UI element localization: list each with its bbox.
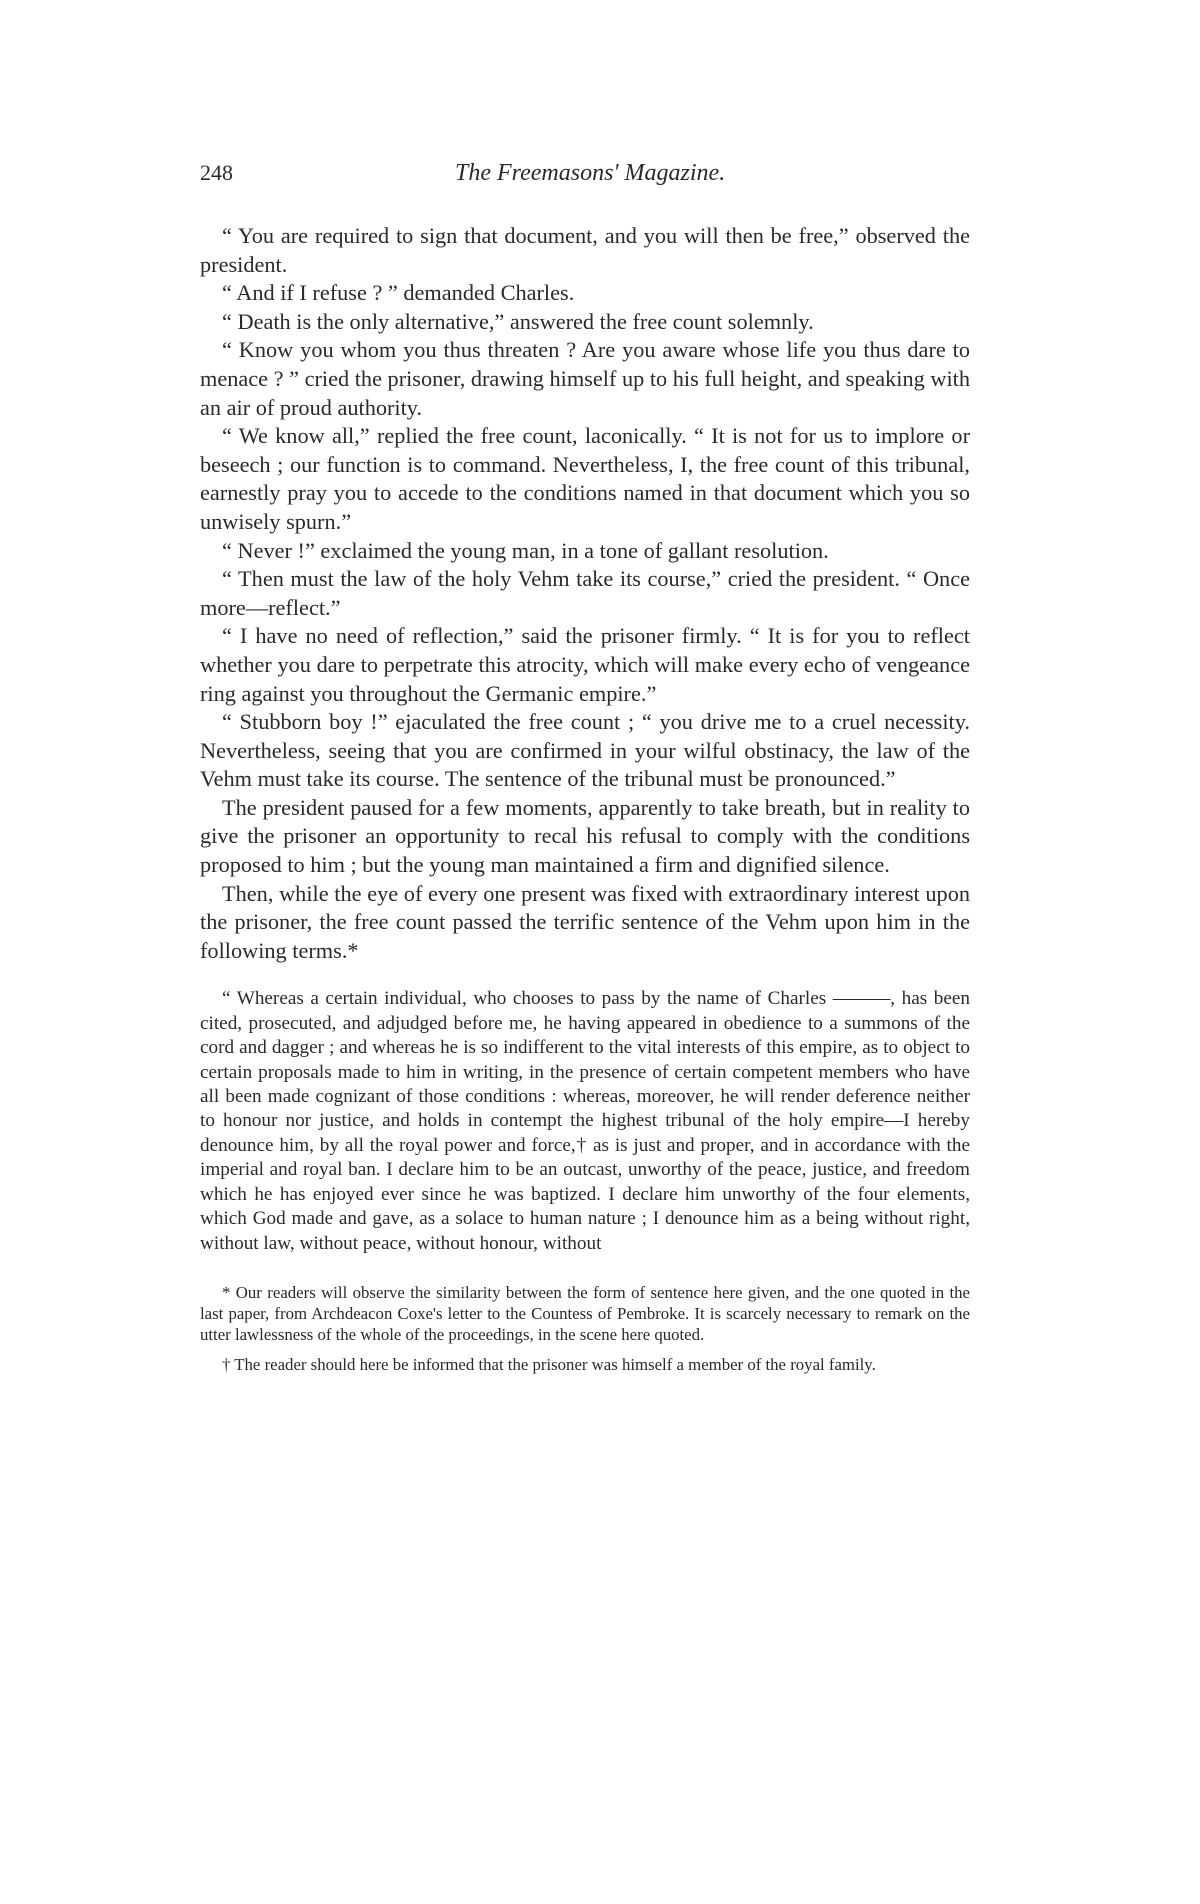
- footnote: * Our readers will observe the similarity between the form of sentence here given, and the one quoted in the last paper, from Archdeacon Coxe's letter to the Countess of Pembroke. It is scarcely necessary to remark on the utter lawlessness of the whole of the proceedings, in the scene here quoted.: [200, 1282, 970, 1345]
- running-head: [200, 160, 970, 196]
- paragraph: The president paused for a few moments, apparently to take breath, but in reality to give the prisoner an opportunity to recal his refusal to comply with the conditions proposed to him ; but the young man maintained a firm and dignified silence.: [200, 794, 970, 878]
- paragraph: “ Stubborn boy !” ejaculated the free count ; “ you drive me to a cruel necessity. Nevertheless, seeing that you are confirmed in your wilful obstinacy, the law of the Vehm must take its course. The sentence of the tribunal must be pronounced.”: [200, 709, 970, 792]
- footnote: † The reader should here be informed that the prisoner was himself a member of the royal family.: [222, 1354, 876, 1374]
- paragraph: “ You are required to sign that document, and you will then be free,” observed the president.: [200, 223, 970, 277]
- paragraph: “ And if I refuse ? ” demanded Charles.: [222, 280, 575, 306]
- quotation-text: “ Whereas a certain individual, who chooses to pass by the name of Charles ———, has been cited, prosecuted, and adjudged before me, he having appeared in obedience to a summons of the cord and dagger ; and whereas he is so indifferent to the vital interests of this empire, as to object to certain proposals made to him in writing, in the presence of certain competent members who have all been made cognizant of those conditions : whereas, moreover, he will render deference neither to honour nor justice, and holds in contempt the highest tribunal of the holy empire—I hereby denounce him, by all the royal power and force,† as is just and proper, and in accordance with the imperial and royal ban. I declare him to be an outcast, unworthy of the peace, justice, and freedom which he has enjoyed ever since he was baptized. I declare him unworthy of the four elements, which God made and gave, as a solace to human nature ; I denounce him as a being without right, without law, without peace, without honour, without: [200, 988, 970, 1254]
- paragraph: “ Then must the law of the holy Vehm take its course,” cried the president. “ Once more—reflect.”: [200, 566, 970, 620]
- paragraph: Then, while the eye of every one present was fixed with extraordinary interest upon the prisoner, the free count passed the terrific sentence of the Vehm upon him in the following terms.*: [200, 880, 970, 963]
- paragraph: “ I have no need of reflection,” said the prisoner firmly. “ It is for you to reflect whether you dare to perpetrate this atrocity, which will make every echo of vengeance ring against you throughout the Germanic empire.”: [200, 623, 970, 706]
- page: [200, 160, 970, 1383]
- paragraph: “ Never !” exclaimed the young man, in a tone of gallant resolution.: [222, 537, 829, 563]
- footnotes: [200, 1282, 970, 1375]
- journal-title: The Freemasons' Magazine.: [455, 160, 726, 186]
- paragraph: “ Know you whom you thus threaten ? Are you aware whose life you thus dare to menace ? ” cried the prisoner, drawing himself up to his full height, and speaking with an air of proud authority.: [200, 337, 970, 420]
- sentence-quotation: [200, 987, 970, 1255]
- paragraph: “ Death is the only alternative,” answered the free count solemnly.: [222, 308, 814, 334]
- paragraph: “ We know all,” replied the free count, laconically. “ It is not for us to implore or beseech ; our function is to command. Nevertheless, I, the free count of this tribunal, earnestly pray you to accede to the conditions named in that document which you so unwisely spurn.”: [200, 423, 970, 534]
- body-text: [200, 222, 970, 965]
- page-number: 248: [200, 160, 233, 185]
